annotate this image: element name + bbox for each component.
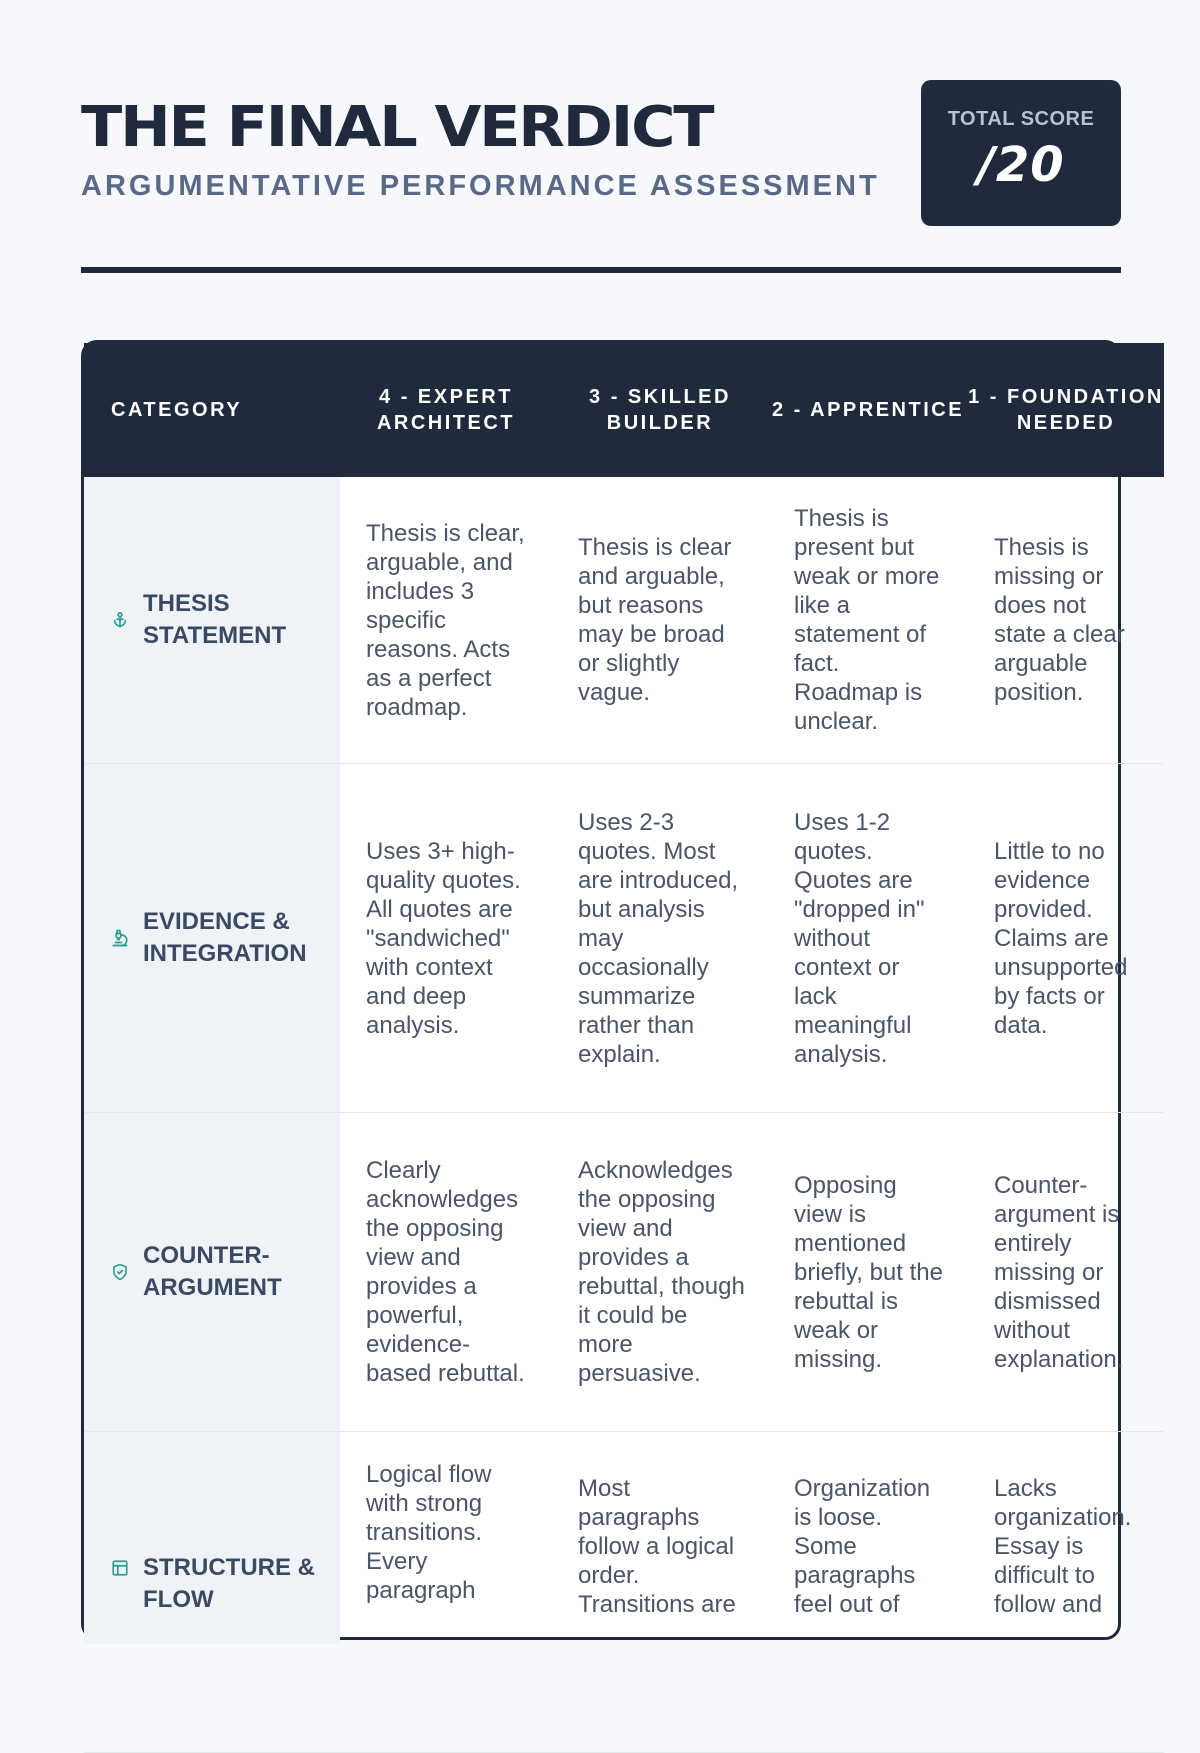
rubric-cell: Organization is loose. Some paragraphs feel out of [794, 1475, 931, 1618]
page-subtitle: ARGUMENTATIVE PERFORMANCE ASSESSMENT [81, 170, 880, 202]
shield-icon [111, 1263, 129, 1281]
table-row [84, 1113, 1164, 1432]
rubric-cell: Logical flow with strong transitions. Every paragraph [366, 1461, 492, 1604]
microscope-icon [111, 929, 129, 947]
rubric-cell: Uses 3+ high-quality quotes. All quotes are "sandwiched" with context and deep analysis. [366, 837, 521, 1039]
column-header-level-1: 1 - FOUNDATION NEEDED [968, 386, 1164, 434]
table-row [84, 764, 1164, 1113]
column-header-level-4: 4 - EXPERT ARCHITECT [376, 386, 516, 434]
rubric-cell: Opposing view is mentioned briefly, but the rebuttal is weak or missing. [794, 1171, 943, 1373]
rubric-cell: Thesis is present but weak or more like a statement of fact. Roadmap is unclear. [794, 505, 940, 735]
table-row [84, 477, 1164, 764]
table-header-row [84, 343, 1164, 477]
total-score-box [921, 80, 1121, 226]
header-divider [81, 267, 1121, 273]
category-cell [84, 477, 340, 763]
rubric-cell: Little to no evidence provided. Claims are unsupported by facts or data. [994, 837, 1128, 1039]
rubric-table [84, 343, 1164, 1753]
page-title: THE FINAL VERDICT [81, 95, 713, 160]
category-label: COUNTER-ARGUMENT [143, 1242, 282, 1301]
category-cell [84, 1432, 340, 1644]
category-label: EVIDENCE & INTEGRATION [143, 908, 307, 967]
rubric-cell: Uses 2-3 quotes. Most are introduced, but analysis may occasionally summarize rather than explain. [578, 808, 739, 1068]
rubric-cell: Counter-argument is entirely missing or dismissed without explanation. [994, 1171, 1124, 1373]
category-label: STRUCTURE & FLOW [143, 1554, 315, 1613]
rubric-cell: Most paragraphs follow a logical order. Transitions are [578, 1475, 736, 1618]
category-label: THESIS STATEMENT [143, 590, 287, 649]
column-header-category: CATEGORY [111, 399, 243, 421]
rubric-cell: Uses 1-2 quotes. Quotes are "dropped in" without context or lack meaningful analysis. [794, 808, 925, 1068]
column-header-level-2: 2 - APPRENTICE [771, 399, 965, 421]
rubric-cell: Lacks organization. Essay is difficult to follow and [994, 1475, 1132, 1618]
column-header-level-3: 3 - SKILLED BUILDER [589, 386, 731, 434]
rubric-table-card [81, 340, 1164, 1640]
category-cell [84, 764, 340, 1112]
category-cell [84, 1113, 340, 1431]
header [81, 80, 1121, 230]
rubric-cell: Clearly acknowledges the opposing view and provides a powerful, evidence-based rebuttal. [366, 1157, 525, 1387]
rubric-cell: Acknowledges the opposing view and provides a rebuttal, though it could be more persuasive. [578, 1157, 745, 1387]
score-value: /20 [977, 137, 1065, 193]
rubric-cell: Thesis is clear and arguable, but reasons may be broad or slightly vague. [578, 534, 732, 706]
rubric-cell: Thesis is clear, arguable, and includes 3 specific reasons. Acts as a perfect roadmap. [366, 519, 525, 721]
score-label: TOTAL SCORE [947, 108, 1095, 130]
table-row [84, 1432, 1164, 1753]
anchor-icon [111, 611, 129, 629]
layout-icon [111, 1559, 129, 1577]
rubric-cell: Thesis is missing or does not state a clear arguable position. [994, 534, 1125, 706]
